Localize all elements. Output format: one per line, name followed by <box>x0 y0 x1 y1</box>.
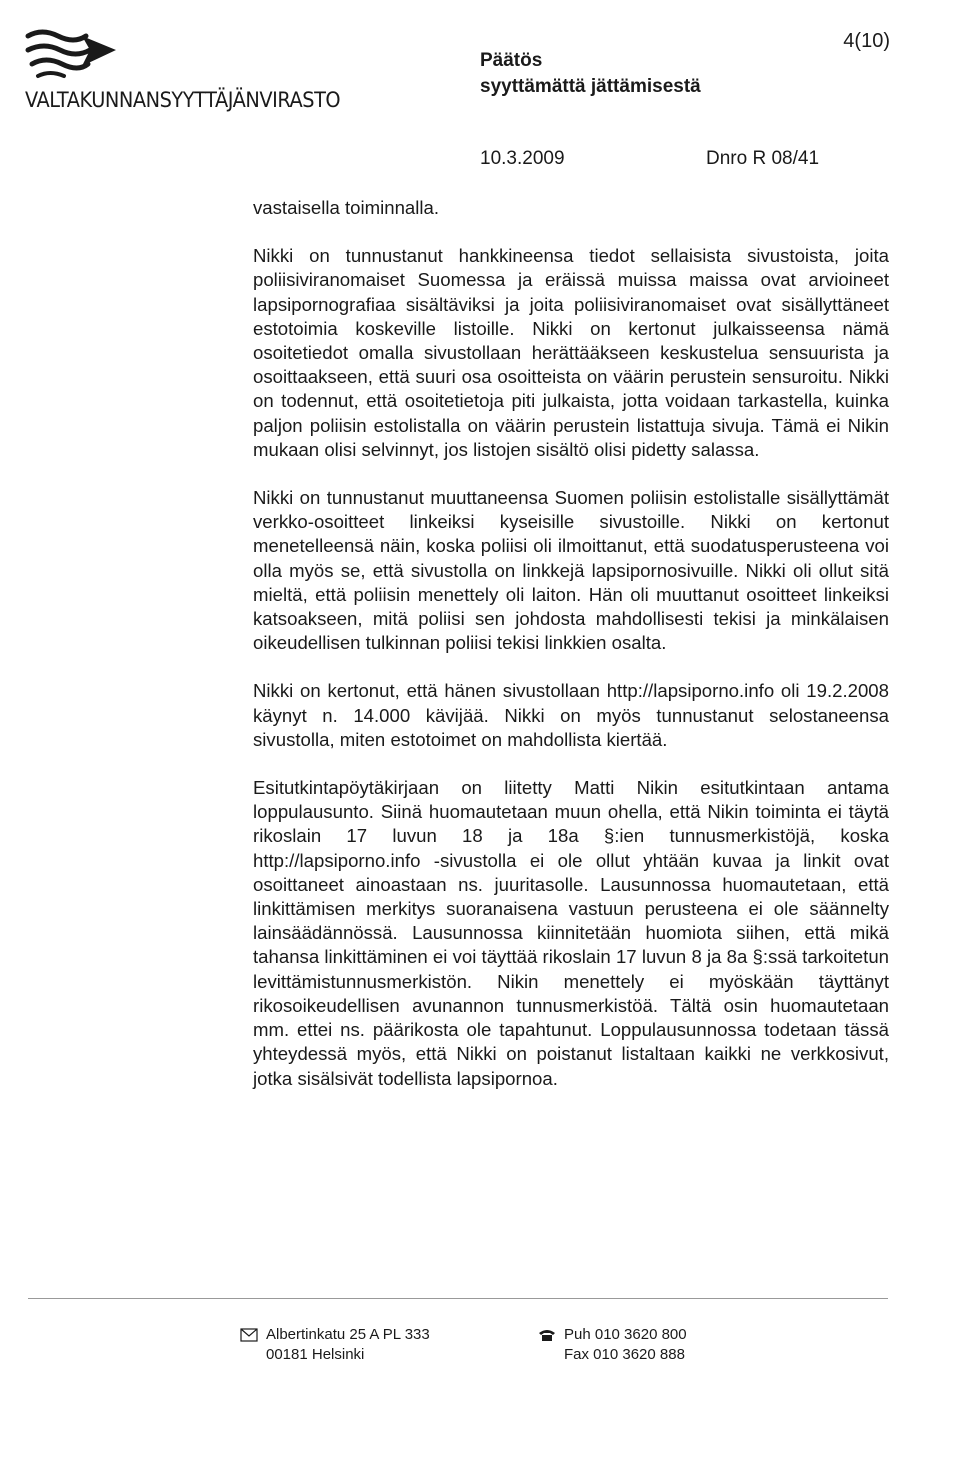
page-number: 4(10) <box>843 30 890 52</box>
paragraph-4: Esitutkintapöytäkirjaan on liitetty Matti Nikin esitutkintaan antama loppulausunto. Siinä huomautetaan muun ohella, että Nikin toiminta ei täytä rikoslain 17 luvun 18 ja 18a §:ien tunnusmerkistöjä, koska http://lapsiporno.info -sivustolla ei ole ollut yhtään kuvaa ja linkit ovat osoittaneet ainoastaan ns. juuritasolle. Lausunnossa huomautetaan, että linkittämisen merkitys suoranaisena vastuun perusteena ei ole säännelty lainsäädännössä. Lausunnossa kiinnitetään huomiota siihen, että mikä tahansa linkittäminen ei voi täyttää rikoslain 17 luvun 8 ja 8a §:ssä tarkoitetun levittämistunnusmerkistön. Nikin menettely ei myöskään täyttänyt rikosoikeudellisen avunannon tunnusmerkistöä. Tältä osin huomautetaan mm. ettei ns. päärikosta ole tapahtunut. Loppulausunnossa todetaan tässä yhteydessä myös, että Nikki on poistanut listaltaan kaikki ne verkkosivut, jotka sisälsivät todellista lapsipornoa. <box>253 777 889 1089</box>
document-reference: Dnro R 08/41 <box>706 148 820 169</box>
footer-address <box>240 1325 430 1365</box>
paragraph-2: Nikki on tunnustanut muuttaneensa Suomen poliisin estolistalle sisällyttämät verkko-osoitteet linkeiksi kyseisille sivustoille. Nikki on kertonut menetelleensä näin, koska poliisi oli ilmoittanut, että suodatusperusteena voi olla myös se, että sivustolla on linkkejä lapsipornosivuille. Nikki oli ollut sitä mieltä, että poliisin menettely oli laiton. Hän oli muuttanut osoitteet linkeiksi katsoakseen, mitä poliisi sen johdosta mahdollisesti tekisi ja minkälaisen oikeudellisen tulkinnan poliisi tekisi linkkien osalta. <box>253 487 889 654</box>
document-body <box>253 196 889 1091</box>
address-line-2: 00181 Helsinki <box>266 1346 365 1363</box>
footer-contact <box>538 1325 687 1365</box>
paragraph-1: Nikki on tunnustanut hankkineensa tiedot sellaisista sivustoista, joita poliisiviranomaiset Suomessa ja eräissä muissa maissa ovat arvioineet lapsipornografiaa sisältäviksi ja joita poliisiviranomaiset ovat sisällyttäneet estotoimia koskeville listoille. Nikki on kertonut julkaisseensa nämä osoitetiedot omalla sivustollaan herättääkseen keskustelua sensuurista ja osoittaakseen, että suuri osa osoitteista on väärin perustein sensuroitu. Nikki on todennut, että osoitetietoja piti julkaista, jotta voidaan tarkastella, kuinka paljon poliisin estolistalla on väärin perustein listattuja sivuja. Tämä ei Nikin mukaan olisi selvinnyt, jos listojen sisältö olisi pidetty salassa. <box>253 245 889 460</box>
mail-icon <box>240 1328 258 1342</box>
footer-divider <box>28 1298 888 1299</box>
organization-name: VALTAKUNNANSYYTTÄJÄNVIRASTO <box>25 88 341 112</box>
paragraph-3: Nikki on kertonut, että hänen sivustollaan http://lapsiporno.info oli 19.2.2008 käynyt n. 14.000 kävijää. Nikki on myös tunnustanut selostaneensa sivustolla, miten estotoimet on mahdollista kiertää. <box>253 680 889 750</box>
document-subtype: syyttämättä jättämisestä <box>480 76 701 97</box>
phone-icon <box>538 1328 556 1342</box>
lead-line: vastaisella toiminnalla. <box>253 197 440 218</box>
fax-number: Fax 010 3620 888 <box>564 1346 685 1363</box>
address-line-1: Albertinkatu 25 A PL 333 <box>266 1326 430 1343</box>
waves-arrow-logo-icon <box>24 22 120 84</box>
document-date: 10.3.2009 <box>480 148 565 169</box>
phone-number: Puh 010 3620 800 <box>564 1326 687 1343</box>
document-type: Päätös <box>480 50 543 71</box>
